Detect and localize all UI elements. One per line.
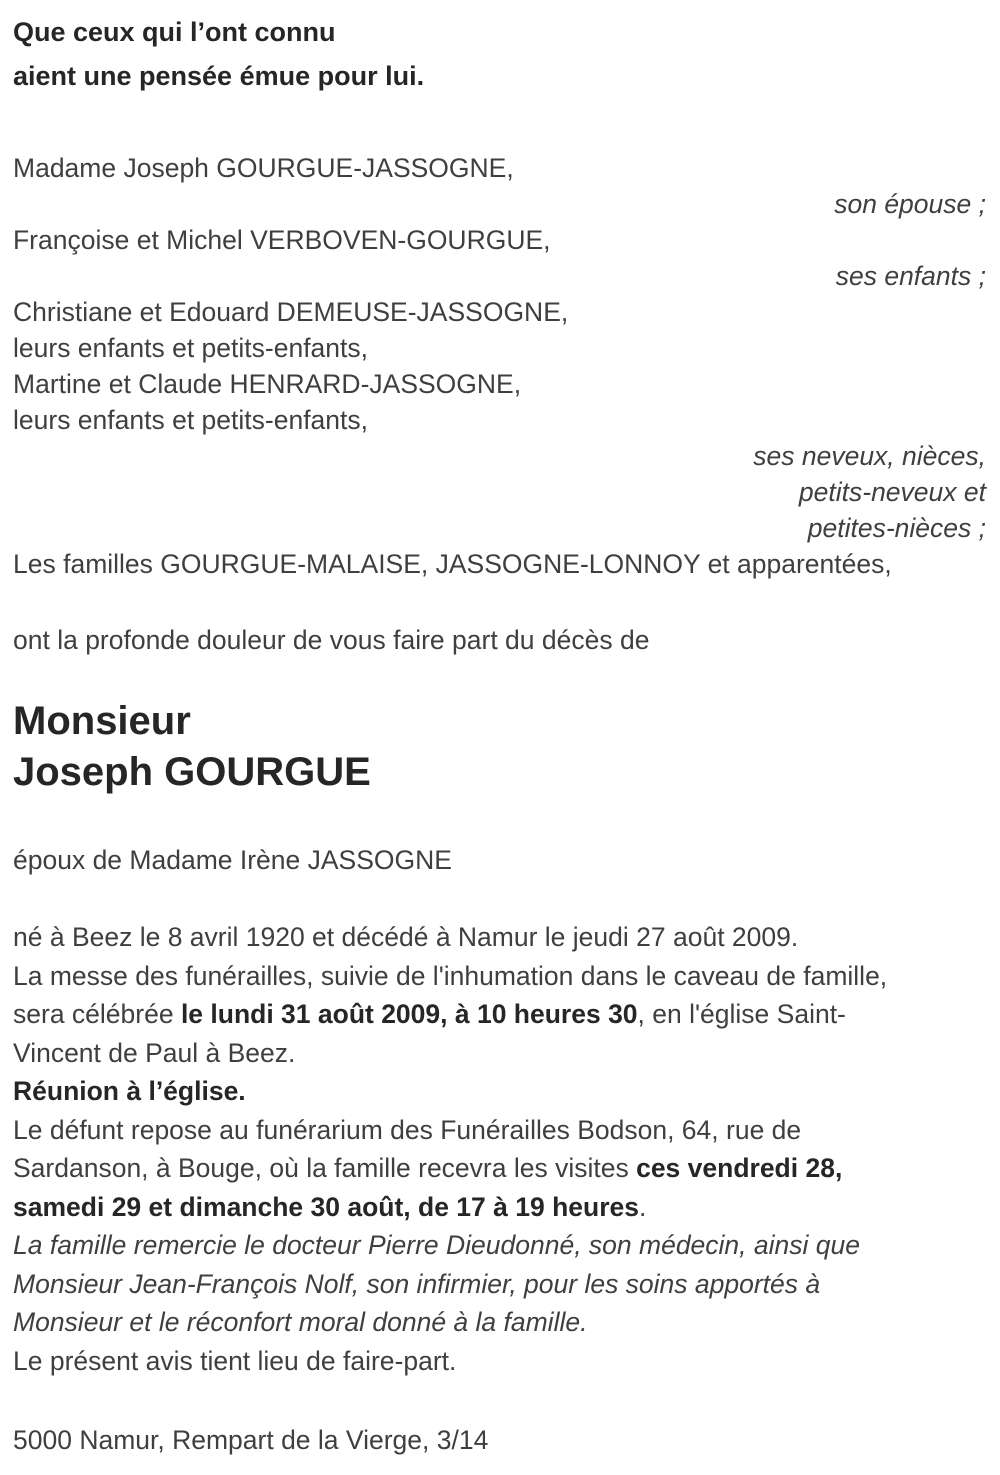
thanks-line-2: Monsieur Jean-François Nolf, son infirmier, pour les soins apportés à [13, 1268, 821, 1299]
intro-line-2: aient une pensée émue pour lui. [13, 61, 425, 91]
deceased-title-block [13, 696, 986, 798]
mourner-name-line: leurs enfants et petits-enfants, [13, 333, 369, 363]
birth-death-line: né à Beez le 8 avril 1920 et décédé à Namur le jeudi 27 août 2009. [13, 922, 799, 952]
intro-block [13, 10, 986, 98]
mourner-name-line: Martine et Claude HENRARD-JASSOGNE, [13, 369, 522, 399]
mourner-name-line: Christiane et Edouard DEMEUSE-JASSOGNE, [13, 297, 569, 327]
deceased-title: Monsieur [13, 699, 191, 743]
footer-address: 5000 Namur, Rempart de la Vierge, 3/14 [13, 1425, 489, 1455]
funeral-details [13, 918, 986, 1380]
mourner-name-line: leurs enfants et petits-enfants, [13, 405, 369, 435]
intro-line-1: Que ceux qui l’ont connu [13, 17, 336, 47]
thanks-line-1: La famille remercie le docteur Pierre Dieudonné, son médecin, ainsi que [13, 1230, 860, 1260]
repose-line-3 [13, 1188, 986, 1227]
spouse-line: époux de Madame Irène JASSOGNE [13, 845, 452, 875]
announcement-line: ont la profonde douleur de vous faire part du décès de [13, 625, 650, 655]
deceased-name: Joseph GOURGUE [13, 750, 371, 794]
mass-line-2-post: , en l'église Saint- [637, 999, 846, 1029]
repose-line-1: Le défunt repose au funérarium des Funérailles Bodson, 64, rue de [13, 1114, 802, 1145]
relation-label: petits-neveux et [798, 477, 986, 507]
mass-line-2-pre: sera célébrée [13, 999, 181, 1029]
mourner-name-line: Madame Joseph GOURGUE-JASSOGNE, [13, 153, 514, 183]
mourner-name-line: Françoise et Michel VERBOVEN-GOURGUE, [13, 225, 551, 255]
mass-line-2 [13, 995, 986, 1034]
repose-line-3-post: . [639, 1191, 647, 1222]
relation-label: son épouse ; [834, 189, 986, 219]
repose-line-2-pre: Sardanson, à Bouge, où la famille recevra les visites [13, 1153, 637, 1183]
mass-line-3: Vincent de Paul à Beez. [13, 1037, 296, 1068]
mass-date-bold: le lundi 31 août 2009, à 10 heures 30 [180, 999, 638, 1029]
visits-dates-bold: ces vendredi 28, [636, 1153, 843, 1183]
reunion-line: Réunion à l’église. [13, 1076, 246, 1106]
thanks-line-3: Monsieur et le réconfort moral donné à la famille. [13, 1307, 588, 1337]
mass-line-1: La messe des funérailles, suivie de l'inhumation dans le caveau de famille, [13, 960, 888, 991]
visits-hours-bold: samedi 29 et dimanche 30 août, de 17 à 19 heures [13, 1191, 639, 1222]
families-line: Les familles GOURGUE-MALAISE, JASSOGNE-LONNOY et apparentées, [13, 549, 892, 579]
relation-label: ses neveux, nièces, [753, 441, 986, 471]
avis-line: Le présent avis tient lieu de faire-part. [13, 1345, 457, 1376]
mourners-list [13, 150, 986, 582]
repose-line-2 [13, 1149, 986, 1188]
relation-label: ses enfants ; [835, 261, 986, 291]
relation-label: petites-nièces ; [807, 513, 986, 543]
